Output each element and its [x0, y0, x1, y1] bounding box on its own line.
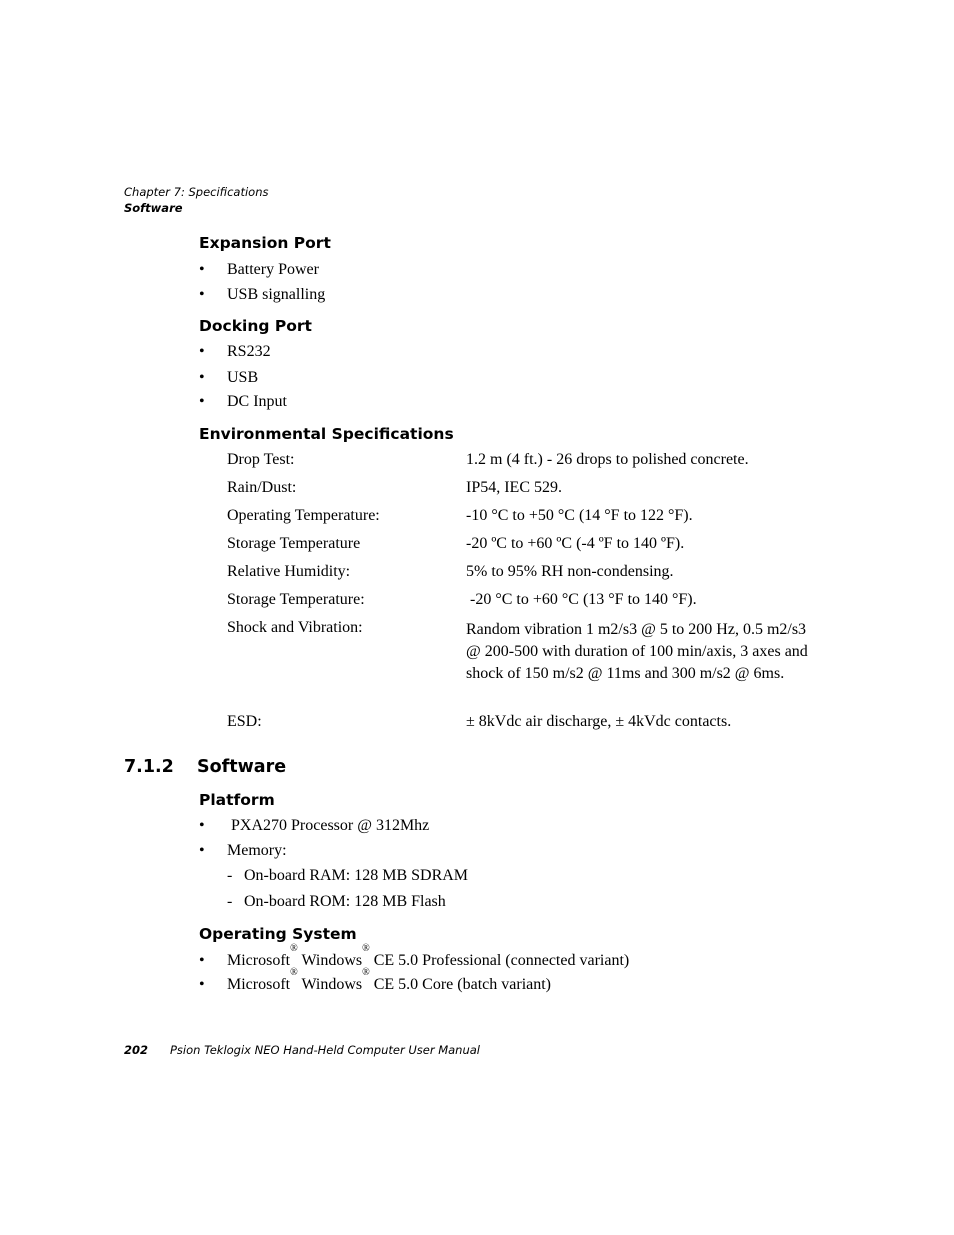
spec-label: Shock and Vibration: — [227, 619, 363, 636]
list-item: Memory: — [227, 842, 287, 859]
spec-label: Rain/Dust: — [227, 479, 297, 496]
spec-label: Storage Temperature — [227, 535, 361, 552]
spec-label: ESD: — [227, 713, 262, 730]
bullet-icon: • — [199, 369, 205, 386]
section-number: 7.1.2 — [124, 757, 174, 777]
bullet-icon: • — [199, 393, 205, 410]
expansion-port-heading: Expansion Port — [199, 234, 331, 252]
spec-value: 1.2 m (4 ft.) - 26 drops to polished concrete. — [466, 451, 749, 468]
spec-value: Random vibration 1 m2/s3 @ 5 to 200 Hz, 0.5 m2/s3 @ 200-500 with duration of 100 min/axis, 3 axes and shock of 150 m/s2 @ 11ms and 300 m/s2 @ 6ms. — [466, 621, 808, 682]
windows-text: Windows — [301, 952, 363, 969]
spec-value: ± 8kVdc air discharge, ± 4kVdc contacts. — [466, 713, 732, 730]
manual-title: Psion Teklogix NEO Hand-Held Computer User Manual — [170, 1043, 480, 1057]
dash-icon: - — [227, 867, 233, 884]
list-item: USB signalling — [227, 286, 326, 303]
docking-port-heading: Docking Port — [199, 317, 312, 335]
bullet-icon: • — [199, 976, 205, 993]
microsoft-text: Microsoft — [227, 976, 291, 993]
sub-list-item: On-board ROM: 128 MB Flash — [244, 893, 446, 910]
bullet-icon: • — [199, 817, 205, 834]
registered-mark: ® — [290, 967, 298, 978]
spec-value: IP54, IEC 529. — [466, 479, 562, 496]
list-item: PXA270 Processor @ 312Mhz — [227, 817, 430, 834]
environmental-specs-heading: Environmental Specifications — [199, 425, 454, 443]
microsoft-text: Microsoft — [227, 952, 291, 969]
list-item — [227, 943, 630, 970]
spec-value: -20 ºC to +60 ºC (-4 ºF to 140 ºF). — [466, 535, 685, 552]
bullet-icon: • — [199, 261, 205, 278]
list-item: RS232 — [227, 343, 271, 360]
os-variant: CE 5.0 Core (batch variant) — [373, 976, 552, 993]
spec-label: Drop Test: — [227, 451, 295, 468]
os-variant: CE 5.0 Professional (connected variant) — [373, 952, 630, 969]
list-item: Battery Power — [227, 261, 319, 278]
spec-label: Storage Temperature: — [227, 591, 365, 608]
operating-system-heading: Operating System — [199, 925, 357, 943]
running-header-section: Software — [124, 201, 183, 215]
section-title: Software — [197, 757, 287, 777]
spec-value: -10 °C to +50 °C (14 °F to 122 °F). — [466, 507, 693, 524]
registered-mark: ® — [362, 943, 370, 954]
spec-label: Operating Temperature: — [227, 507, 380, 524]
bullet-icon: • — [199, 286, 205, 303]
registered-mark: ® — [290, 943, 298, 954]
platform-heading: Platform — [199, 791, 275, 809]
list-item: USB — [227, 369, 259, 386]
bullet-icon: • — [199, 842, 205, 859]
spec-value: 5% to 95% RH non-condensing. — [466, 563, 674, 580]
spec-label: Relative Humidity: — [227, 563, 351, 580]
list-item — [227, 967, 552, 994]
dash-icon: - — [227, 893, 233, 910]
spec-value: -20 °C to +60 °C (13 °F to 140 °F). — [466, 591, 697, 608]
bullet-icon: • — [199, 952, 205, 969]
running-header-chapter: Chapter 7: Specifications — [124, 185, 269, 199]
windows-text: Windows — [301, 976, 363, 993]
page-number: 202 — [124, 1043, 149, 1057]
bullet-icon: • — [199, 343, 205, 360]
registered-mark: ® — [362, 967, 370, 978]
list-item: DC Input — [227, 393, 287, 410]
sub-list-item: On-board RAM: 128 MB SDRAM — [244, 867, 469, 884]
